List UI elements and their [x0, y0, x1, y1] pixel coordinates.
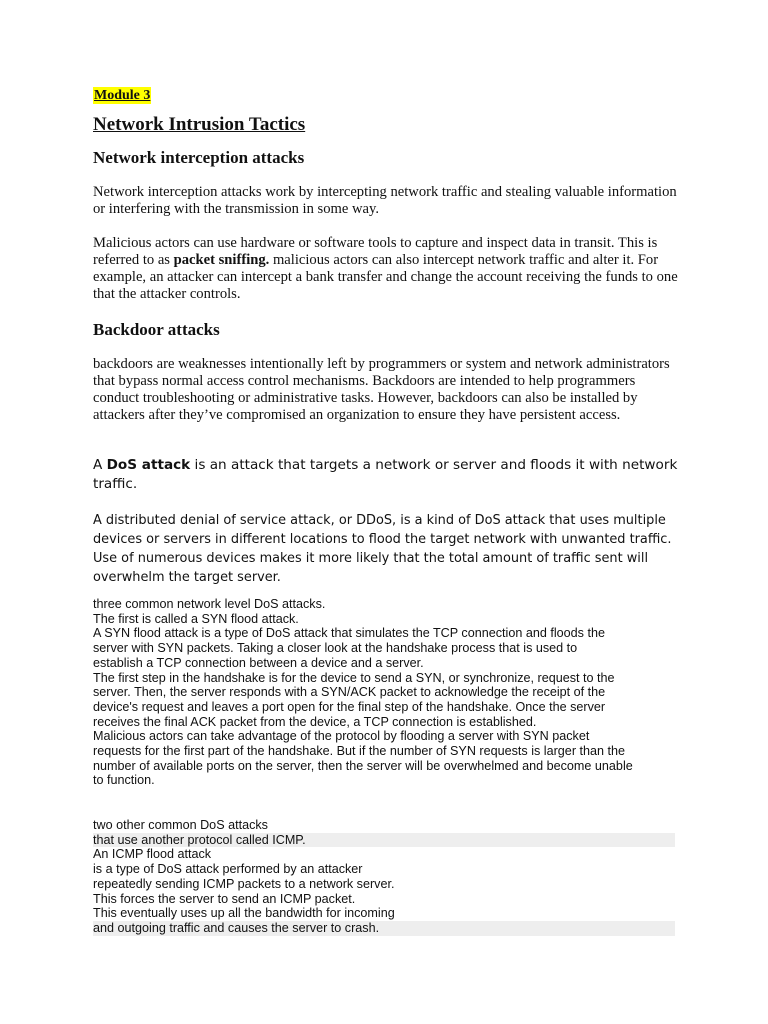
dos-paragraph	[93, 456, 683, 494]
backdoor-p1-text: backdoors are weaknesses intentionally left by programmers or system and network administrators that bypass normal access control mechanisms. Backdoors are intended to help programmers conduct troubleshooting or administrative tasks. However, backdoors can also be installed by attackers after they’ve compromised an organization to ensure they have persistent access.	[93, 356, 670, 423]
syn-line: A SYN flood attack is a type of DoS attack that simulates the TCP connection and floods the	[93, 626, 605, 641]
icmp-line: two other common DoS attacks	[93, 818, 268, 832]
heading-backdoor: Backdoor attacks	[93, 320, 220, 339]
syn-line: device's request and leaves a port open for the final step of the handshake. Once the server	[93, 699, 606, 714]
interception-paragraph-2	[93, 235, 683, 303]
packet-sniffing-term: packet sniffing.	[173, 252, 270, 268]
syn-line: requests for the first part of the handshake. But if the number of SYN requests is larger than the	[93, 744, 626, 759]
syn-section	[93, 597, 678, 788]
syn-line: The first step in the handshake is for the device to send a SYN, or synchronize, request to the	[93, 670, 615, 685]
dos-prefix: A	[93, 457, 107, 473]
syn-line: establish a TCP connection between a device and a server.	[93, 655, 424, 670]
icmp-line-highlighted: and outgoing traffic and causes the server to crash.	[93, 921, 675, 936]
interception-p1-text: Network interception attacks work by intercepting network traffic and stealing valuable information or interfering with the transmission in some way.	[93, 184, 677, 217]
syn-line: three common network level DoS attacks.	[93, 597, 326, 611]
interception-paragraph-1	[93, 184, 683, 218]
backdoor-paragraph	[93, 356, 683, 424]
page-title: Network Intrusion Tactics	[93, 114, 306, 135]
syn-line: to function.	[93, 773, 155, 788]
syn-line: server with SYN packets. Taking a closer look at the handshake process that is used to	[93, 641, 578, 656]
icmp-line: This eventually uses up all the bandwidth for incoming	[93, 906, 395, 921]
interception-p2-before: Malicious actors can use hardware or software tools to capture and inspect data in transit. This is referred to as	[93, 235, 658, 268]
syn-line: The first is called a SYN flood attack.	[93, 611, 299, 626]
syn-line: number of available ports on the server, then the server will be overwhelmed and become unable	[93, 758, 633, 773]
syn-line: Malicious actors can take advantage of the protocol by flooding a server with SYN packet	[93, 729, 590, 744]
icmp-line: repeatedly sending ICMP packets to a network server.	[93, 876, 395, 891]
module-label: Module 3	[94, 88, 151, 103]
heading-interception: Network interception attacks	[93, 148, 305, 167]
ddos-paragraph	[93, 511, 685, 587]
dos-rest: is an attack that targets a network or server and floods it with network traffic.	[93, 457, 678, 492]
syn-line: receives the final ACK packet from the device, a TCP connection is established.	[93, 714, 537, 729]
icmp-section	[93, 818, 678, 936]
ddos-text: A distributed denial of service attack, or DDoS, is a kind of DoS attack that uses multiple devices or servers in different locations to flood the target network with unwanted traffic. Use of numerous devices makes it more likely that the total amount of traffic sent will overwhelm the target server.	[93, 513, 672, 585]
dos-attack-term: DoS attack	[106, 457, 191, 473]
icmp-line-highlighted: that use another protocol called ICMP.	[93, 833, 675, 848]
icmp-line: is a type of DoS attack performed by an attacker	[93, 862, 363, 877]
interception-p2-after: malicious actors can also intercept network traffic and alter it. For example, an attacker can intercept a bank transfer and change the account receiving the funds to one that the attacker controls.	[93, 252, 678, 302]
icmp-line: This forces the server to send an ICMP packet.	[93, 891, 356, 906]
icmp-line: An ICMP flood attack	[93, 847, 212, 862]
syn-line: server. Then, the server responds with a SYN/ACK packet to acknowledge the receipt of the	[93, 685, 606, 700]
